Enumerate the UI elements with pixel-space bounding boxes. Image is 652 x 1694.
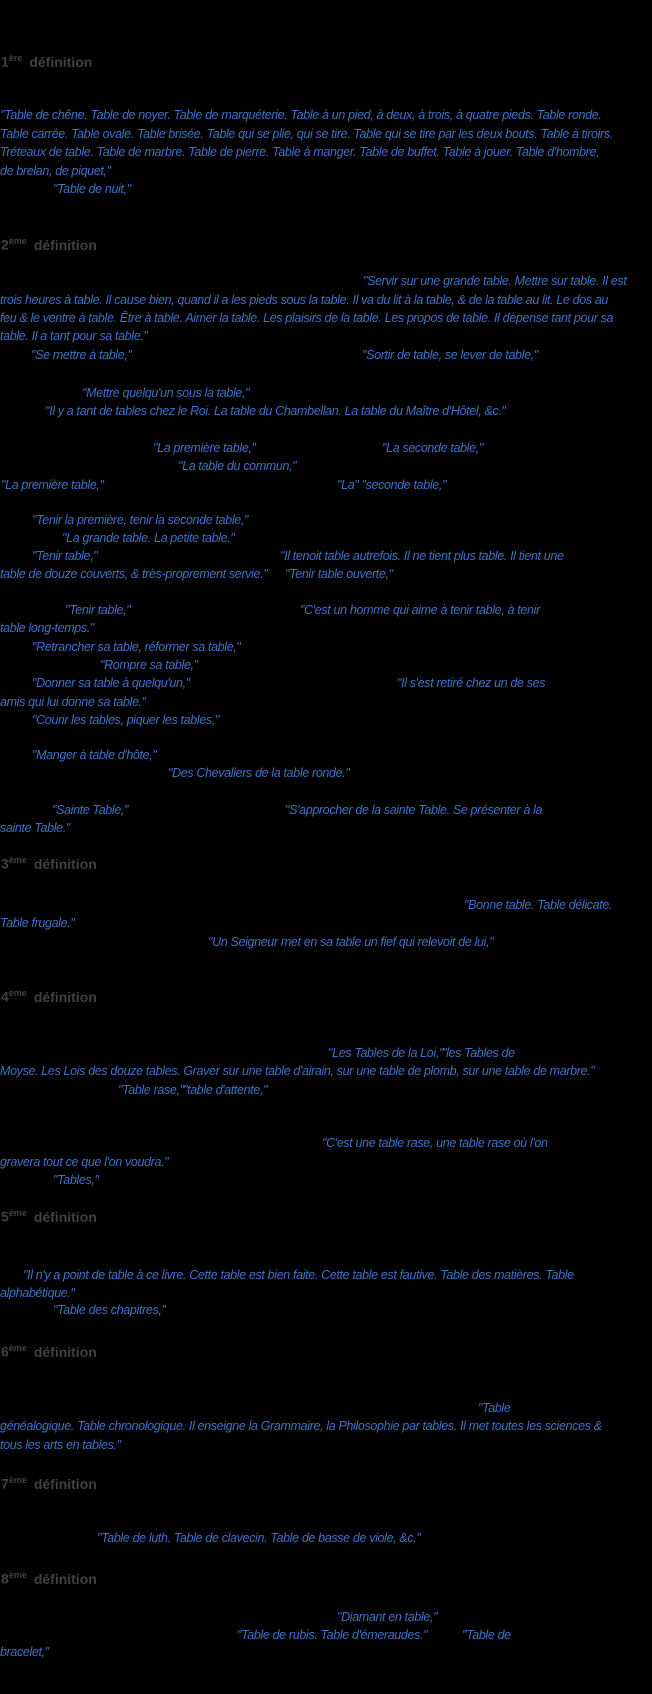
definition-ordinal: ème <box>8 1343 27 1353</box>
definition-label: définition <box>33 1208 97 1225</box>
definition-label: définition <box>33 1475 97 1492</box>
quote-line: "Courir les tables, piquer les tables," <box>32 713 219 727</box>
quote-line: "Table de <box>462 1628 511 1642</box>
definition-ordinal: ème <box>8 988 27 998</box>
quote-line: table long-temps." <box>0 621 95 635</box>
definition-number: 1 <box>1 53 9 70</box>
quote-line: gravera tout ce que l'on voudra." <box>0 1155 169 1169</box>
quote-line: Table frugale." <box>0 916 75 930</box>
definition-heading <box>1 1472 97 1492</box>
quote-line: "Un Seigneur met en sa table un fief qui relevoit de lui," <box>208 935 494 949</box>
quote-line: "Servir sur une grande table. Mettre sur table. Il est <box>363 274 627 288</box>
quote-line: de brelan, de piquet," <box>0 164 111 178</box>
quote-line: "table d'attente," <box>183 1083 268 1097</box>
definition-ordinal: ème <box>8 1570 27 1580</box>
quote-line: Moyse. Les Lois des douze tables. Graver sur une table d'airain, sur une table de plomb, sur une table de marbre." <box>0 1064 595 1078</box>
definition-heading <box>1 233 97 253</box>
definition-label: définition <box>33 855 97 872</box>
quote-line: "Table de luth. Table de clavecin. Table de basse de viole, &c." <box>97 1531 421 1545</box>
quote-line: "Table de rubis. Table d'émeraudes." <box>237 1628 428 1642</box>
quote-line: "S'approcher de la sainte Table. Se présenter à la <box>285 803 543 817</box>
quote-line: tous les arts en tables." <box>0 1438 121 1452</box>
quote-line: "Des Chevaliers de la table ronde." <box>168 766 350 780</box>
quote-line: "Donner sa table à quelqu'un," <box>32 676 190 690</box>
quote-line: amis qui lui donne sa table." <box>0 695 146 709</box>
quote-line: table de douze couverts, & très-proprement servie." <box>0 567 268 581</box>
quote-line: "Tenir table ouverte," <box>285 567 393 581</box>
quote-line: "les Tables de <box>442 1046 515 1060</box>
quote-line: "Rompre sa table," <box>100 658 198 672</box>
definition-heading <box>1 985 97 1005</box>
definition-heading <box>1 1567 97 1587</box>
quote-line: "Tenir table," <box>32 549 98 563</box>
quote-line: "Mettre quelqu'un sous la table," <box>82 386 250 400</box>
definition-label: définition <box>33 988 97 1005</box>
quote-line: "Il n'y a point de table à ce livre. Cette table est bien faite. Cette table est fautive. Table des matières. Table <box>23 1268 574 1282</box>
quote-line: "Il s'est retiré chez un de ses <box>397 676 546 690</box>
quote-line: "La seconde table," <box>382 441 483 455</box>
definition-label: définition <box>33 236 97 253</box>
definition-heading <box>1 1340 97 1360</box>
quote-line: "Table des chapitres," <box>53 1303 166 1317</box>
quote-line: "Se mettre à table," <box>31 348 132 362</box>
definition-number: 5 <box>1 1208 9 1225</box>
definition-ordinal: ème <box>8 1475 27 1485</box>
quote-line: "Sainte Table," <box>52 803 129 817</box>
quote-line: "La grande table. La petite table." <box>62 531 235 545</box>
definition-ordinal: ème <box>8 855 27 865</box>
quote-line: "Table rase," <box>118 1083 184 1097</box>
definition-label: définition <box>33 1570 97 1587</box>
definition-number: 2 <box>1 236 9 253</box>
quote-line: bracelet," <box>0 1645 49 1659</box>
quote-line: généalogique. Table chronologique. Il enseigne la Grammaire, la Philosophie par tables. Il met toutes les sciences & <box>0 1419 602 1433</box>
quote-line: "La table du commun," <box>178 459 297 473</box>
quote-line: "Bonne table. Table délicate. <box>464 898 613 912</box>
quote-line: "Diamant en table," <box>337 1610 438 1624</box>
definition-number: 7 <box>1 1475 9 1492</box>
quote-line: sainte Table." <box>0 821 70 835</box>
quote-line: alphabétique." <box>0 1286 75 1300</box>
quote-line: "C'est un homme qui aime à tenir table, à tenir <box>300 603 540 617</box>
definition-heading <box>1 1205 97 1225</box>
quote-line: "La première table," <box>153 441 256 455</box>
definition-heading <box>1 50 92 70</box>
quote-line: "Table de nuit," <box>53 182 131 196</box>
definition-heading <box>1 852 97 872</box>
quote-line: table. Il a tant pour sa table." <box>0 329 148 343</box>
quote-line: "La" "seconde table," <box>337 478 447 492</box>
definition-label: définition <box>29 53 93 70</box>
quote-line: "C'est une table rase, une table rase où l'on <box>322 1136 548 1150</box>
quote-line: "Il tenoit table autrefois. Il ne tient plus table. Il tient une <box>280 549 564 563</box>
quote-line: feu & le ventre à table. Être à table. Aimer la table. Les plaisirs de la table. Les propos de table. Il dépense tant pour sa <box>0 311 614 325</box>
quote-line: "Sortir de table, se lever de table," <box>362 348 538 362</box>
quote-line: "Tenir table," <box>65 603 131 617</box>
quote-line: "Retrancher sa table, réformer sa table," <box>32 640 241 654</box>
quote-line: "Tables," <box>53 1173 99 1187</box>
quote-line: "Table <box>478 1401 511 1415</box>
definition-number: 3 <box>1 855 9 872</box>
quote-line: "La première table," <box>1 478 104 492</box>
definition-ordinal: ère <box>8 53 23 63</box>
quote-line: Tréteaux de table. Table de marbre. Table de pierre. Table à manger. Table de buffet. Table à jouer. Table d'hombre, <box>0 145 600 159</box>
quote-line: "Table de chêne. Table de noyer. Table de marquéterie. Table à un pied, à deux, à trois, à quatre pieds. Table ronde. <box>0 108 602 122</box>
quote-line: "Il y a tant de tables chez le Roi. La table du Chambellan. La table du Maître d'Hôtel, &c." <box>45 404 506 418</box>
definition-ordinal: ème <box>8 236 27 246</box>
definition-number: 6 <box>1 1343 9 1360</box>
quote-line: Table carrée. Table ovale. Table brisée. Table qui se plie, qui se tire. Table qui se tire par les deux bouts. Table à tiroirs. <box>0 127 613 141</box>
quote-line: "Tenir la première, tenir la seconde table," <box>32 513 249 527</box>
definition-ordinal: ème <box>8 1208 27 1218</box>
definition-number: 4 <box>1 988 9 1005</box>
definition-label: définition <box>33 1343 97 1360</box>
quote-line: "Les Tables de la Loi," <box>328 1046 444 1060</box>
quote-line: trois heures à table. Il cause bien, quand il a les pieds sous la table. Il va du lit à la table, & de la table au lit. Le dos au <box>0 293 609 307</box>
quote-line: "Manger à table d'hôte," <box>32 748 157 762</box>
definition-number: 8 <box>1 1570 9 1587</box>
